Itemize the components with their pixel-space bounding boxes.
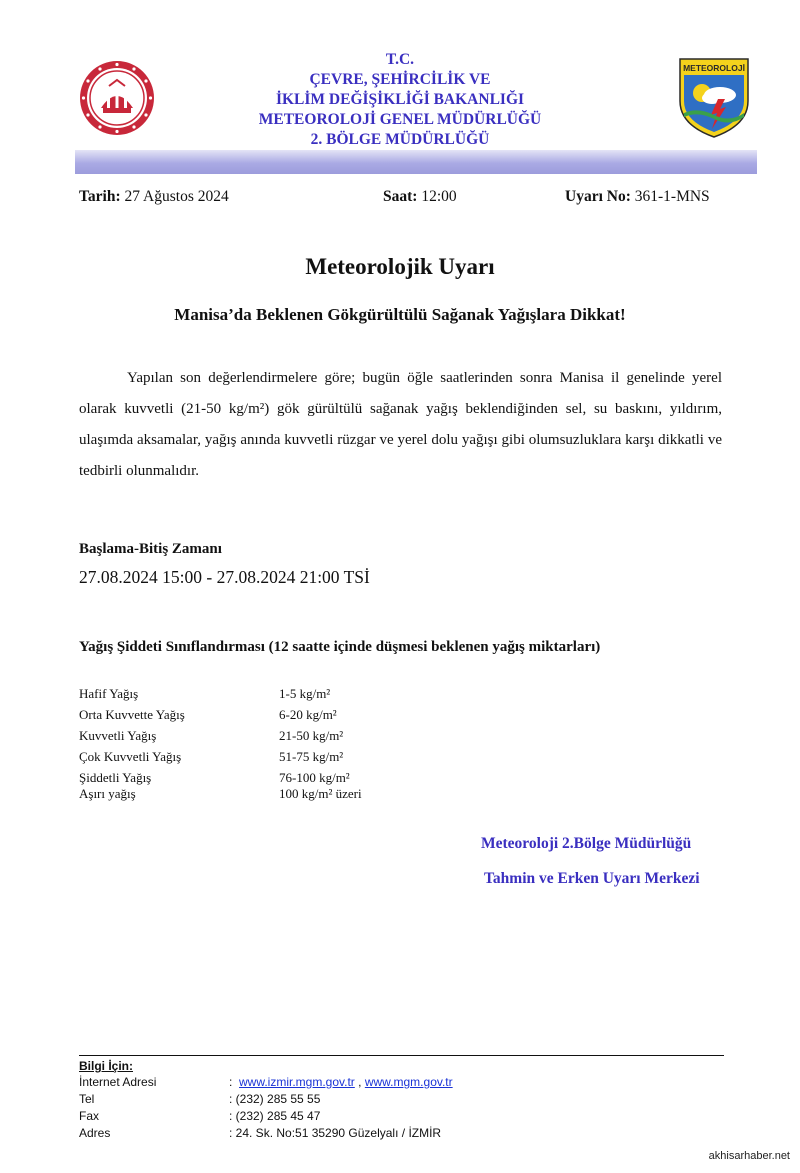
classification-name: Aşırı yağış: [79, 786, 136, 801]
date-label: Tarih:: [79, 188, 121, 205]
timing-range: 27.08.2024 15:00 - 27.08.2024 21:00 TSİ: [79, 567, 370, 587]
signature-center: Tahmin ve Erken Uyarı Merkezi: [484, 870, 700, 887]
meteoroloji-shield-logo: [676, 55, 752, 139]
footer-tel-row: [79, 1092, 579, 1109]
ministry-seal-logo: [79, 60, 155, 136]
warning-number-value: 361-1-MNS: [634, 188, 710, 205]
footer-divider: [79, 1055, 724, 1056]
classification-value: 6-20 kg/m²: [279, 707, 337, 722]
footer-title: Bilgi İçin:: [79, 1059, 133, 1073]
classification-value: 76-100 kg/m²: [279, 770, 350, 785]
classification-value: 1-5 kg/m²: [279, 686, 331, 701]
header-line: ÇEVRE, ŞEHİRCİLİK VE: [309, 71, 491, 88]
warning-number-label: Uyarı No:: [565, 188, 631, 205]
classification-name: Şiddetli Yağış: [79, 770, 152, 785]
header-line: T.C.: [385, 51, 415, 68]
logo-text: METEOROLOJİ: [683, 63, 745, 73]
classification-name: Çok Kuvvetli Yağış: [79, 749, 182, 764]
document-title: Meteorolojik Uyarı: [305, 254, 495, 279]
date-value: 27 Ağustos 2024: [124, 188, 229, 205]
time-label: Saat:: [383, 188, 418, 205]
warning-body-text: Yapılan son değerlendirmelere göre; bugün öğle saatlerinden sonra Manisa il genelinde yerel olarak kuvvetli (21-50 kg/m²) gök gürültülü sağanak yağış beklendiğinden sel, su baskını, yıldırım, ulaşımda aksamalar, yağış anında kuvvetli rüzgar ve yerel dolu yağışı gibi olumsuzluklara karşı dikkatli ve tedbirli olunmalıdır.: [79, 370, 722, 479]
timing-heading: Başlama-Bitiş Zamanı: [79, 541, 222, 557]
classification-name: Orta Kuvvette Yağış: [79, 707, 185, 722]
footer-internet-row: [79, 1075, 579, 1092]
classification-value: 21-50 kg/m²: [279, 728, 344, 743]
warning-paragraph: [79, 363, 722, 487]
time-field: [383, 188, 457, 206]
header-divider-bar: [75, 150, 757, 174]
time-value: 12:00: [421, 188, 457, 205]
document-subtitle: Manisa’da Beklenen Gökgürültülü Sağanak Yağışlara Dikkat!: [174, 305, 626, 324]
tel-label: Tel: [79, 1092, 95, 1106]
internet-separator: :: [229, 1075, 233, 1089]
header-ministry-name: [200, 50, 600, 150]
footer-fax-row: [79, 1109, 579, 1126]
footer-address-row: [79, 1126, 579, 1143]
date-field: [79, 188, 229, 206]
classification-value: 51-75 kg/m²: [279, 749, 344, 764]
tel-value: : (232) 285 55 55: [229, 1092, 321, 1106]
classification-heading: Yağış Şiddeti Sınıflandırması (12 saatte içinde düşmesi beklenen yağış miktarları): [79, 639, 601, 655]
classification-value: 100 kg/m² üzeri: [279, 786, 362, 801]
header-line: 2. BÖLGE MÜDÜRLÜĞÜ: [310, 131, 490, 148]
address-value: : 24. Sk. No:51 35290 Güzelyalı / İZMİR: [229, 1126, 442, 1140]
fax-label: Fax: [79, 1109, 100, 1123]
header-line: METEOROLOJİ GENEL MÜDÜRLÜĞÜ: [258, 111, 542, 128]
internet-label: İnternet Adresi: [79, 1075, 157, 1089]
link-separator: ,: [358, 1075, 362, 1089]
internet-value: [229, 1075, 453, 1089]
classification-name: Hafif Yağış: [79, 686, 139, 701]
address-label: Adres: [79, 1126, 111, 1140]
izmir-mgm-link[interactable]: www.izmir.mgm.gov.tr: [239, 1075, 355, 1089]
header-line: İKLİM DEĞİŞİKLİĞİ BAKANLIĞI: [275, 91, 525, 108]
warning-number-field: [565, 188, 710, 206]
fax-value: : (232) 285 45 47: [229, 1109, 321, 1123]
classification-name: Kuvvetli Yağış: [79, 728, 157, 743]
mgm-link[interactable]: www.mgm.gov.tr: [364, 1075, 453, 1089]
source-watermark: akhisarhaber.net: [708, 1150, 790, 1162]
signature-office: Meteoroloji 2.Bölge Müdürlüğü: [481, 835, 692, 852]
